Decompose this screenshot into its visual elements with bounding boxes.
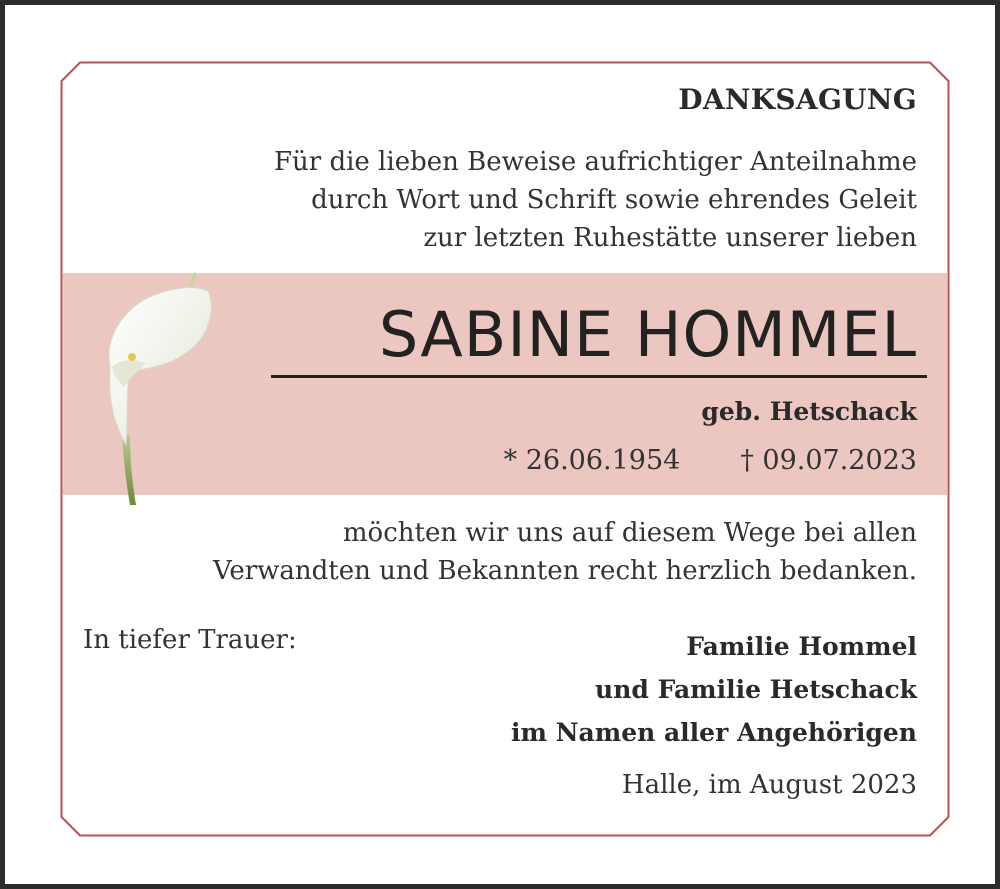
family-signature — [511, 625, 917, 754]
mourning-label: In tiefer Trauer: — [83, 625, 297, 655]
thanks-line: Verwandten und Bekannten recht herzlich bedanken. — [212, 556, 917, 586]
thanks-text — [213, 514, 917, 590]
family-line: Familie Hommel — [686, 632, 917, 661]
maiden-name: geb. Hetschack — [701, 397, 917, 426]
thanks-line: möchten wir uns auf diesem Wege bei allen — [342, 518, 917, 548]
intro-line: zur letzten Ruhestätte unserer lieben — [423, 223, 917, 253]
place-date: Halle, im August 2023 — [621, 770, 917, 800]
life-dates — [504, 445, 917, 476]
intro-line: Für die lieben Beweise aufrichtiger Anteilnahme — [273, 147, 917, 177]
intro-line: durch Wort und Schrift sowie ehrendes Geleit — [311, 185, 917, 215]
family-line: und Familie Hetschack — [595, 675, 917, 704]
birth-date: * 26.06.1954 — [503, 445, 681, 476]
death-date: † 09.07.2023 — [740, 445, 917, 476]
heading: DANKSAGUNG — [678, 83, 917, 116]
family-line: im Namen aller Angehörigen — [511, 718, 917, 747]
deceased-name: SABINE HOMMEL — [378, 298, 917, 371]
intro-text — [274, 143, 917, 257]
calla-lily-icon — [100, 267, 220, 507]
name-underline — [271, 375, 927, 378]
